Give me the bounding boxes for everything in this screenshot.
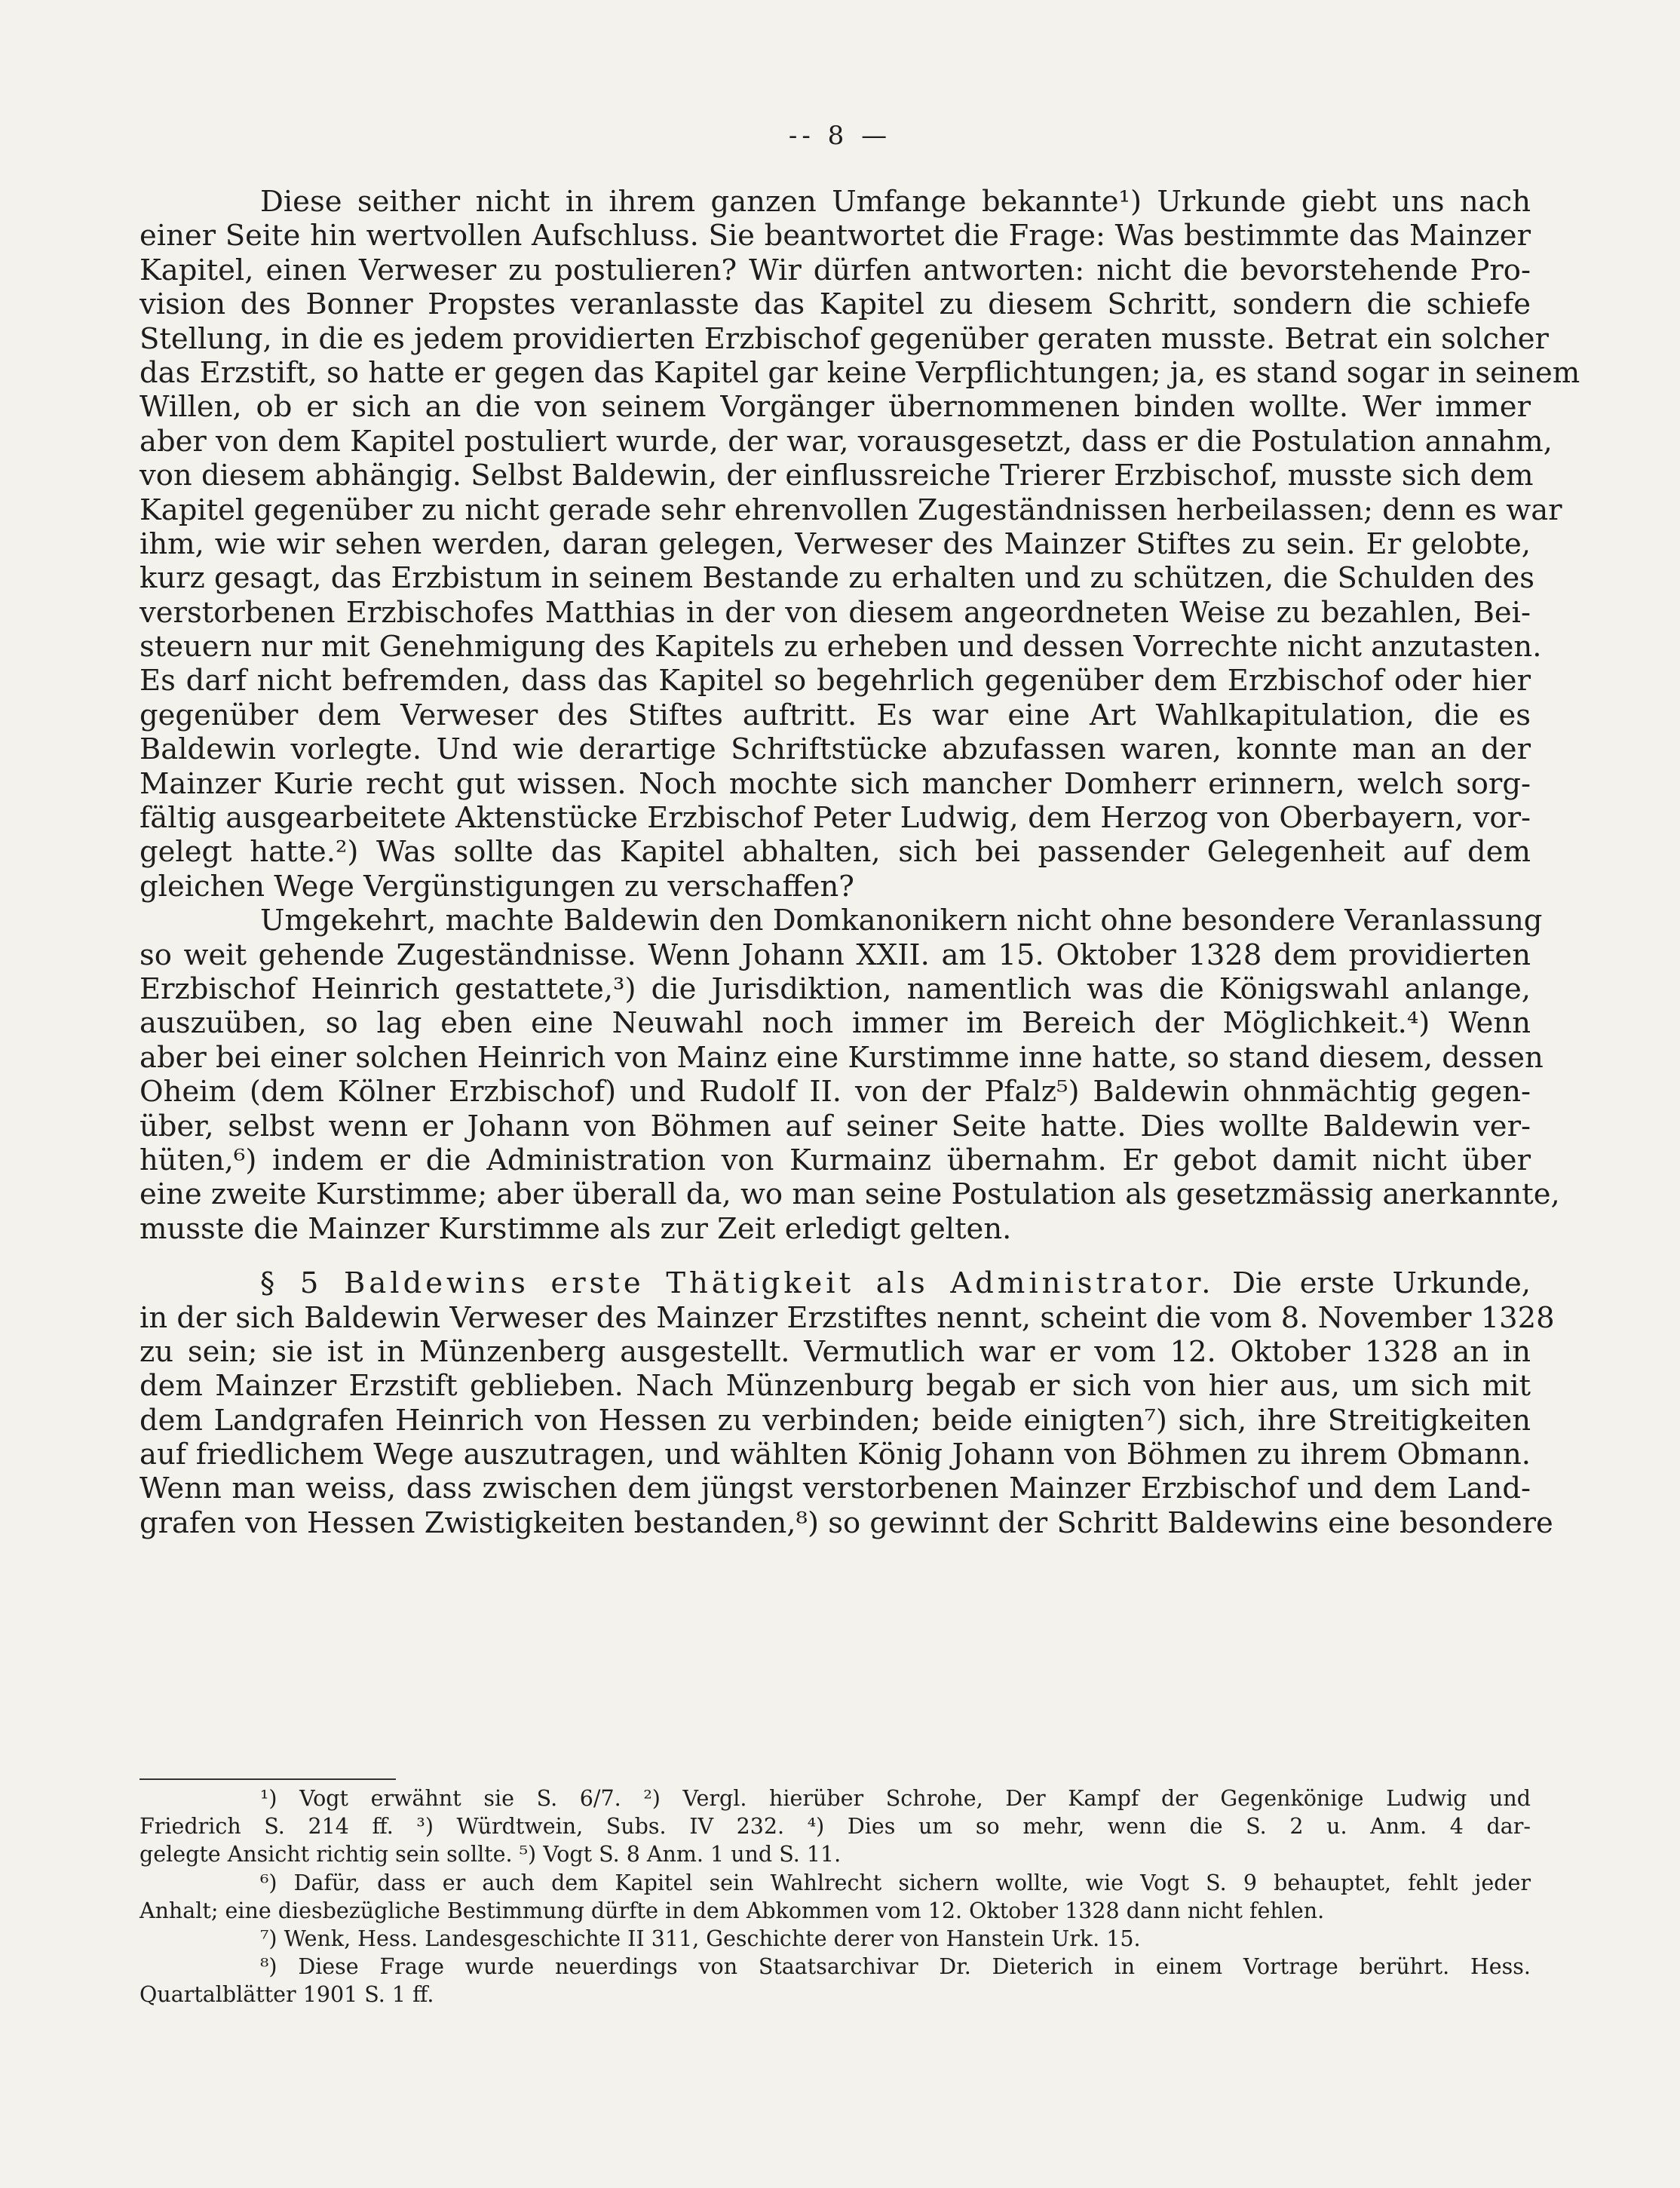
text-line: Kapitel, einen Verweser zu postulieren? Wir dürfen antworten: nicht die bevorstehende Pro- xyxy=(139,253,1531,287)
text-line: Willen, ob er sich an die von seinem Vorgänger übernommenen binden wollte. Wer immer xyxy=(139,390,1531,425)
paragraph-1 xyxy=(139,185,1580,904)
text-line: fältig ausgearbeitete Aktenstücke Erzbischof Peter Ludwig, dem Herzog von Oberbayern, vor- xyxy=(139,801,1531,836)
text-line xyxy=(139,1266,1531,1300)
text-line: aber von dem Kapitel postuliert wurde, der war, vorausgesetzt, dass er die Postulation annahm, xyxy=(139,424,1553,459)
section-spacer xyxy=(139,1246,1531,1266)
text-line: Oheim (dem Kölner Erzbischof) und Rudolf II. von der Pfalz⁵) Baldewin ohnmächtig gegen- xyxy=(139,1075,1531,1109)
footnote-line: Friedrich S. 214 ff. ³) Würdtwein, Subs. IV 232. ⁴) Dies um so mehr, wenn die S. 2 u. Anm. 4 dar- xyxy=(139,1814,1531,1840)
footnote-rule xyxy=(139,1778,396,1780)
section-first-line-rest: Die erste Urkunde, xyxy=(1232,1266,1531,1301)
paragraph-2 xyxy=(139,904,1560,1246)
page-number: -- 8 — xyxy=(788,121,892,151)
text-line: Umgekehrt, machte Baldewin den Domkanonikern nicht ohne besondere Veranlassung xyxy=(260,904,1543,938)
footnote-line: ⁸) Diese Frage wurde neuerdings von Staatsarchivar Dr. Dieterich in einem Vortrage berührt. Hess. xyxy=(260,1954,1531,1980)
text-line: aber bei einer solchen Heinrich von Mainz eine Kurstimme inne hatte, so stand diesem, dessen xyxy=(139,1040,1544,1075)
text-line: auf friedlichem Wege auszutragen, und wählten König Johann von Böhmen zu ihrem Obmann. xyxy=(139,1438,1531,1472)
text-line: über, selbst wenn er Johann von Böhmen auf seiner Seite hatte. Dies wollte Baldewin ver- xyxy=(139,1109,1531,1143)
text-line: Es darf nicht befremden, dass das Kapitel so begehrlich gegenüber dem Erzbischof oder hier xyxy=(139,664,1531,698)
footnotes xyxy=(139,1784,1531,2009)
text-line: gelegt hatte.²) Was sollte das Kapitel abhalten, sich bei passender Gelegenheit auf dem xyxy=(139,835,1531,870)
footnote-line: ⁷) Wenk, Hess. Landesgeschichte II 311, Geschichte derer von Hanstein Urk. 15. xyxy=(260,1926,1141,1951)
body-text xyxy=(139,185,1580,1540)
text-line: steuern nur mit Genehmigung des Kapitels zu erheben und dessen Vorrechte nicht anzutasten. xyxy=(139,630,1542,664)
text-line: Baldewin vorlegte. Und wie derartige Schriftstücke abzufassen waren, konnte man an der xyxy=(139,732,1531,767)
text-line: gegenüber dem Verweser des Stiftes auftritt. Es war eine Art Wahlkapitulation, die es xyxy=(139,698,1531,732)
text-line: dem Landgrafen Heinrich von Hessen zu verbinden; beide einigten⁷) sich, ihre Streitigkeiten xyxy=(139,1403,1531,1438)
text-line: Kapitel gegenüber zu nicht gerade sehr ehrenvollen Zugeständnissen herbeilassen; denn es war xyxy=(139,493,1562,527)
text-line: gleichen Wege Vergünstigungen zu verschaffen? xyxy=(139,869,854,904)
text-line: grafen von Hessen Zwistigkeiten bestanden,⁸) so gewinnt der Schritt Baldewins eine besondere xyxy=(139,1505,1553,1540)
text-line: Diese seither nicht in ihrem ganzen Umfange bekannte¹) Urkunde giebt uns nach xyxy=(260,185,1531,219)
footnote-line: ¹) Vogt erwähnt sie S. 6/7. ²) Vergl. hierüber Schrohe, Der Kampf der Gegenkönige Ludwig und xyxy=(260,1786,1531,1811)
section-heading: § 5 Baldewins erste Thätigkeit als Administrator. xyxy=(260,1266,1215,1301)
section-5 xyxy=(139,1266,1555,1540)
text-line: Mainzer Kurie recht gut wissen. Noch mochte sich mancher Domherr erinnern, welch sorg- xyxy=(139,766,1531,801)
text-line: Stellung, in die es jedem providierten Erzbischof gegenüber geraten musste. Betrat ein solcher xyxy=(139,321,1549,356)
text-line: eine zweite Kurstimme; aber überall da, wo man seine Postulation als gesetzmässig anerkannte, xyxy=(139,1177,1560,1212)
text-line: kurz gesagt, das Erzbistum in seinem Bestande zu erhalten und zu schützen, die Schulden des xyxy=(139,561,1534,596)
text-line: vision des Bonner Propstes veranlasste das Kapitel zu diesem Schritt, sondern die schiefe xyxy=(139,287,1531,322)
text-line: Wenn man weiss, dass zwischen dem jüngst verstorbenen Mainzer Erzbischof und dem Land- xyxy=(139,1471,1531,1506)
text-line: verstorbenen Erzbischofes Matthias in der von diesem angeordneten Weise zu bezahlen, Bei- xyxy=(139,595,1531,630)
text-line: das Erzstift, so hatte er gegen das Kapitel gar keine Verpflichtungen; ja, es stand sogar in seinem xyxy=(139,355,1580,390)
text-line: dem Mainzer Erzstift geblieben. Nach Münzenburg begab er sich von hier aus, um sich mit xyxy=(139,1369,1531,1404)
text-line: zu sein; sie ist in Münzenberg ausgestellt. Vermutlich war er vom 12. Oktober 1328 an in xyxy=(139,1334,1531,1369)
text-line: auszuüben, so lag eben eine Neuwahl noch immer im Bereich der Möglichkeit.⁴) Wenn xyxy=(139,1006,1531,1041)
footnote-line: ⁶) Dafür, dass er auch dem Kapitel sein Wahlrecht sichern wollte, wie Vogt S. 9 behauptet, fehlt jeder xyxy=(260,1870,1531,1895)
text-line: in der sich Baldewin Verweser des Mainzer Erzstiftes nennt, scheint die vom 8. November 1328 xyxy=(139,1300,1555,1335)
footnote-line: Quartalblätter 1901 S. 1 ff. xyxy=(139,1982,434,2008)
footnote-line: Anhalt; eine diesbezügliche Bestimmung dürfte in dem Abkommen vom 12. Oktober 1328 dann nicht fehlen. xyxy=(139,1898,1325,1923)
text-line: so weit gehende Zugeständnisse. Wenn Johann XXII. am 15. Oktober 1328 dem providierten xyxy=(139,937,1531,972)
text-line: von diesem abhängig. Selbst Baldewin, der einflussreiche Trierer Erzbischof, musste sich dem xyxy=(139,459,1534,493)
footnote-line: gelegte Ansicht richtig sein sollte. ⁵) Vogt S. 8 Anm. 1 und S. 11. xyxy=(139,1842,842,1867)
text-line: einer Seite hin wertvollen Aufschluss. Sie beantwortet die Frage: Was bestimmte das Mainzer xyxy=(139,219,1531,253)
text-line: hüten,⁶) indem er die Administration von Kurmainz übernahm. Er gebot damit nicht über xyxy=(139,1143,1531,1177)
text-line: ihm, wie wir sehen werden, daran gelegen, Verweser des Mainzer Stiftes zu sein. Er gelobte, xyxy=(139,526,1531,561)
text-line: musste die Mainzer Kurstimme als zur Zeit erledigt gelten. xyxy=(139,1211,1012,1246)
text-line: Erzbischof Heinrich gestattete,³) die Jurisdiktion, namentlich was die Königswahl anlange, xyxy=(139,971,1531,1006)
